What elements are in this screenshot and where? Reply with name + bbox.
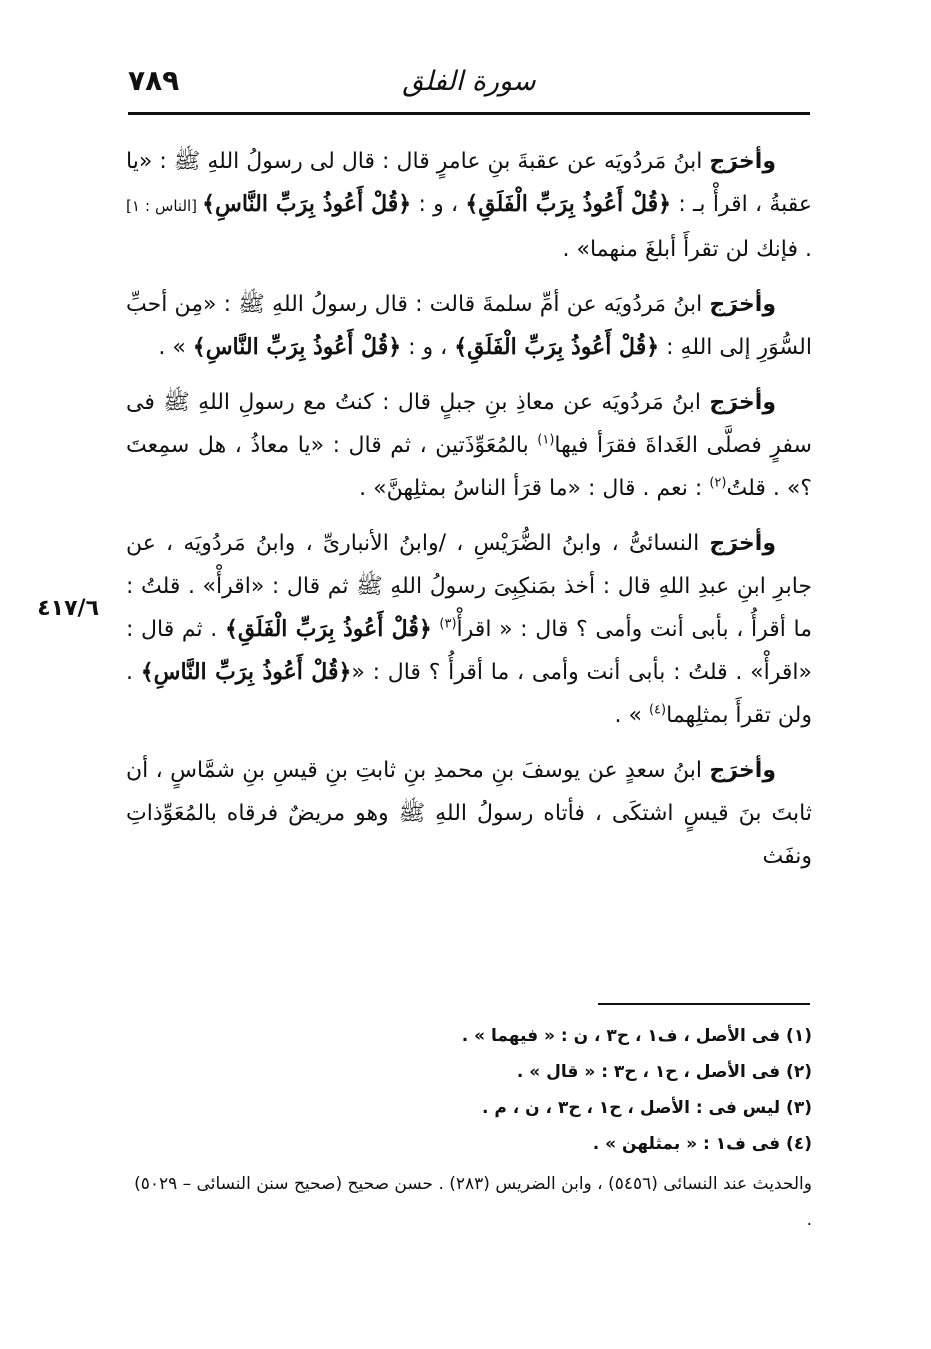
text-run: » . (158, 335, 193, 360)
paragraph-lead-word: وأخرَج (709, 758, 776, 783)
text-run: ابنُ سعدٍ عن يوسفَ بنِ محمدِ بنِ ثابتِ بنِ قيسِ بنِ شمَّاسٍ ، أن ثابتَ بنَ قيسٍ اشتكَى ، فأتاه رسولُ اللهِ ﷺ وهو مريضٌ فرقاه بالمُعَوِّذاتِ ونفَث (126, 758, 812, 869)
quran-verse: ﴿قُلْ أَعُوذُ بِرَبِّ النَّاسِ﴾ (202, 191, 412, 217)
page-number: ٧٨٩ (128, 64, 180, 97)
text-run: . ولن تقرأَ بمثلِهما (126, 660, 812, 728)
text-run: » . (614, 703, 649, 728)
footnote-marker: (٣) (439, 616, 457, 632)
text-run: النسائىُّ ، وابنُ الضُّرَيْسِ ، /وابنُ الأنبارىِّ ، وابنُ مَردُويَه ، عن جابرِ ابنِ عبدِ اللهِ قال : أخذ بمَنكِبِىَ رسولُ اللهِ ﷺ ثم قال : «اقرأْ» . قلتُ : ما أقرأُ ، بأبى أنت وأمى ؟ قال : « اقرأْ (126, 531, 813, 642)
paragraph (126, 522, 812, 737)
footnote-marker: (٤) (648, 702, 667, 718)
paragraph (126, 283, 812, 369)
text-run: بالمُعَوِّذَتين ، ثم قال : «يا معاذُ ، هل سمِعتَ ؟» . قلتُ (126, 433, 812, 501)
footnote-4: (٤) فى ف١ : « بمثلهن » . (592, 1134, 812, 1154)
text-run: ابنُ مَردُويَه عن معاذِ بنِ جبلٍ قال : كنتُ مع رسولِ اللهِ ﷺ فى سفرٍ فصلَّى الغَداةَ فقرَأ فيها (126, 390, 812, 458)
quran-verse: ﴿قُلْ أَعُوذُ بِرَبِّ النَّاسِ﴾ (140, 659, 352, 685)
footnote-1: (١) فى الأصل ، ف١ ، ح٣ ، ن : « فيهما » . (461, 1026, 812, 1046)
text-run: ابنُ مَردُويَه عن عقبةَ بنِ عامرٍ قال : قال لى رسولُ اللهِ ﷺ : «يا عقبةُ ، اقرأْ بـ : (126, 149, 813, 217)
paragraph-lead-word: وأخرَج (709, 292, 776, 317)
running-title: سورة الفلق (402, 66, 536, 97)
paragraph-lead-word: وأخرَج (709, 149, 776, 174)
footnotes (126, 1018, 812, 1238)
footnote-hadith-note: والحديث عند النسائى (٥٤٥٦) ، وابن الضريس (٢٨٣) . حسن صحيح (صحيح سنن النسائى – ٥٠٢٩) . (134, 1174, 812, 1230)
main-text (126, 140, 812, 890)
quran-verse: ﴿قُلْ أَعُوذُ بِرَبِّ الْفَلَقِ﴾ (465, 191, 672, 217)
text-run: : نعم . قال : «ما قرَأ الناسُ بمثلِهنَّ» . (359, 476, 710, 501)
margin-volume-note: ٤١٧/٦ (37, 596, 99, 621)
paragraph-lead-word: وأخرَج (709, 531, 776, 556)
text-run: ، و : (401, 335, 455, 360)
paragraph (126, 749, 812, 878)
text-run: . ثم قال : «اقرأْ» . قلتُ : بأبى أنت وأمى ، ما أقرأُ ؟ قال : « (126, 617, 812, 685)
text-run: . فإنك لن تقرأَ أبلغَ منهما» . (562, 237, 812, 262)
paragraph (126, 381, 812, 510)
quran-verse: ﴿قُلْ أَعُوذُ بِرَبِّ النَّاسِ﴾ (192, 334, 402, 360)
paragraph (126, 140, 812, 271)
text-run: ابنُ مَردُويَه عن أمِّ سلمةَ قالت : قال رسولُ اللهِ ﷺ : «مِن أحبِّ السُّوَرِ إلى اللهِ : (126, 292, 812, 360)
verse-reference: [الناس : ١] (126, 197, 203, 215)
footnote-2: (٢) فى الأصل ، ح١ ، ح٣ : « قال » . (516, 1062, 812, 1082)
footnote-3: (٣) ليس فى : الأصل ، ح١ ، ح٣ ، ن ، م . (482, 1098, 812, 1118)
quran-verse: ﴿قُلْ أَعُوذُ بِرَبِّ الْفَلَقِ﴾ (454, 334, 660, 360)
page-header (128, 62, 810, 112)
text-run: ، و : (411, 192, 466, 217)
paragraph-lead-word: وأخرَج (709, 390, 776, 415)
quran-verse: ﴿قُلْ أَعُوذُ بِرَبِّ الْفَلَقِ﴾ (224, 616, 432, 642)
footnote-rule (598, 1003, 810, 1005)
footnote-marker: (١) (537, 432, 555, 448)
footnote-marker: (٢) (709, 475, 727, 491)
header-rule (128, 112, 810, 115)
